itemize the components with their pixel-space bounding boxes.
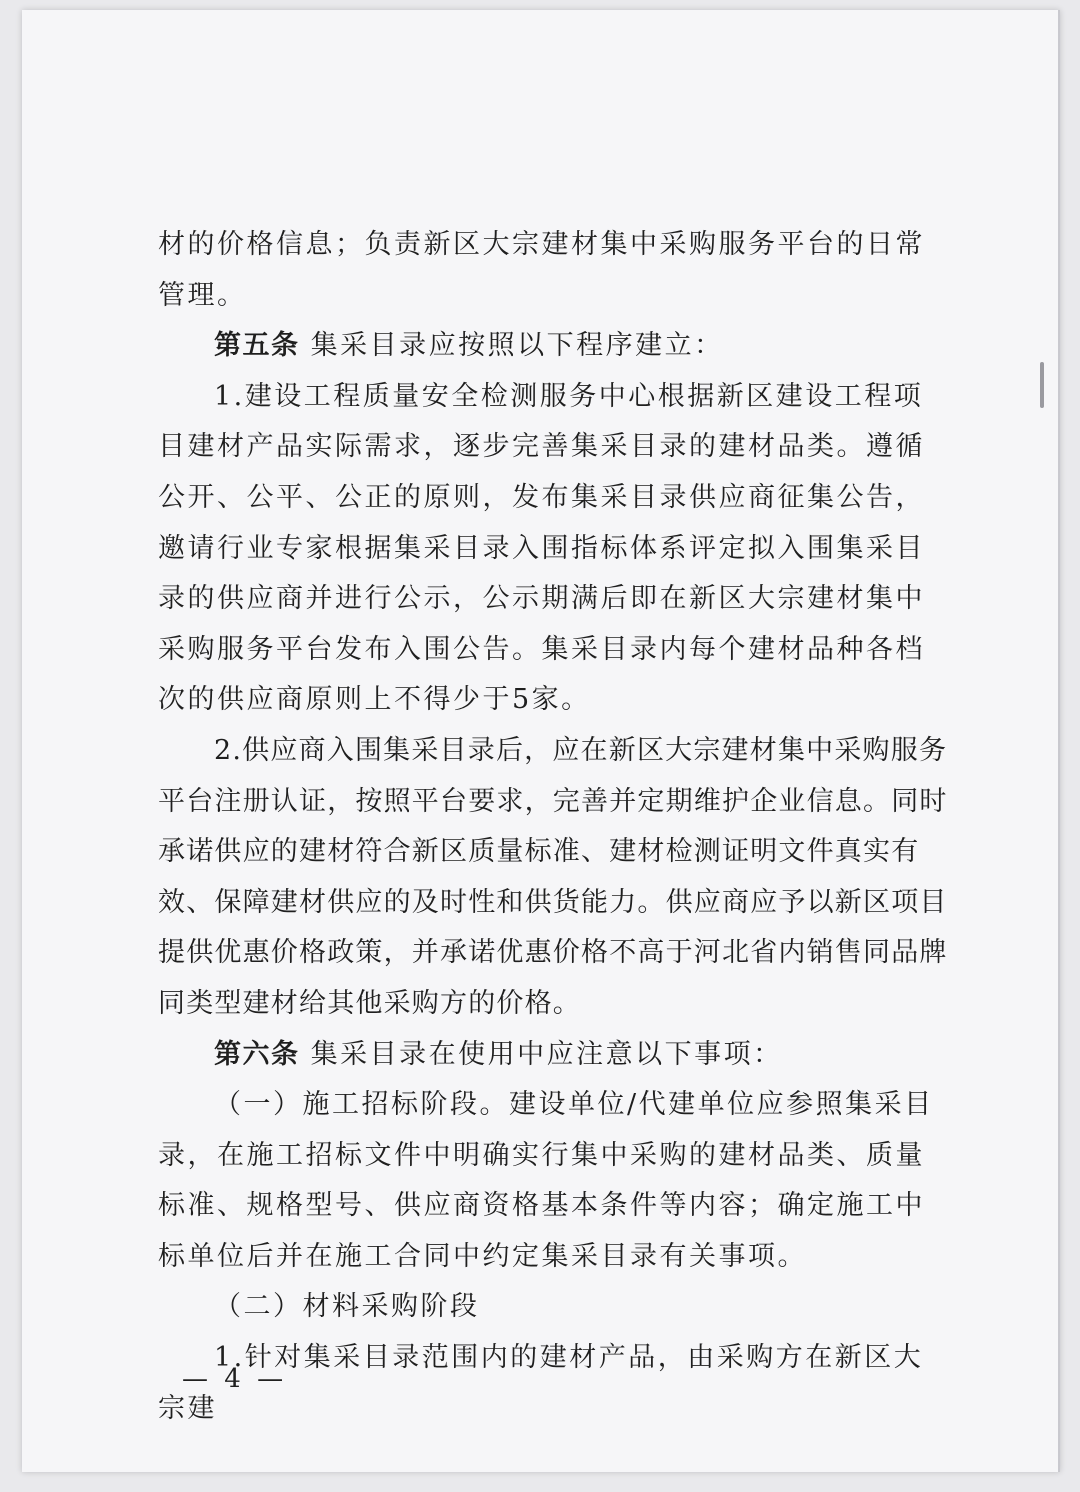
article-5-item-1: [158, 372, 948, 726]
paragraph-text: 集采目录在使用中应注意以下事项：: [299, 1038, 783, 1070]
paragraph-text: 材的价格信息；负责新区大宗建材集中采购服务平台的日常管理。: [158, 229, 925, 311]
article-label: 第六条: [214, 1038, 300, 1070]
article-label: 第五条: [214, 330, 300, 362]
paragraph-text: 1.建设工程质量安全检测服务中心根据新区建设工程项目建材产品实际需求，逐步完善集采目录的建材品类。遵循公开、公平、公正的原则，发布集采目录供应商征集公告，邀请行业专家根据集采目录入围指标体系评定拟入围集采目录的供应商并进行公示，公示期满后即在新区大宗建材集中采购服务平台发布入围公告。集采目录内每个建材品种各档次的供应商原则上不得少于5家。: [158, 380, 925, 716]
document-page: [22, 10, 1060, 1472]
paragraph-text: （一）施工招标阶段。建设单位/代建单位应参照集采目录，在施工招标文件中明确实行集中采购的建材品类、质量标准、规格型号、供应商资格基本条件等内容；确定施工中标单位后并在施工合同中约定集采目录有关事项。: [158, 1089, 934, 1272]
article-5-heading: [158, 321, 948, 372]
article-6-heading: [158, 1030, 948, 1081]
page-number: — 4 —: [182, 1364, 288, 1394]
paragraph-text: （二）材料采购阶段: [214, 1291, 480, 1323]
paragraph-text: 1.针对集采目录范围内的建材产品，由采购方在新区大宗建: [158, 1342, 924, 1424]
article-6-section-1: [158, 1080, 948, 1282]
paragraph-text: 集采目录应按照以下程序建立：: [299, 330, 724, 362]
article-6-section-2: [158, 1282, 948, 1333]
article-5-item-2: [158, 726, 948, 1030]
document-body: [158, 220, 948, 1434]
paragraph-continuation: [158, 220, 948, 321]
scan-edge-mark: [1040, 362, 1044, 408]
paragraph-text: 2.供应商入围集采目录后，应在新区大宗建材集中采购服务平台注册认证，按照平台要求，完善并定期维护企业信息。同时承诺供应的建材符合新区质量标准、建材检测证明文件真实有效、保障建材供应的及时性和供货能力。供应商应予以新区项目提供优惠价格政策，并承诺优惠价格不高于河北省内销售同品牌同类型建材给其他采购方的价格。: [158, 734, 948, 1019]
